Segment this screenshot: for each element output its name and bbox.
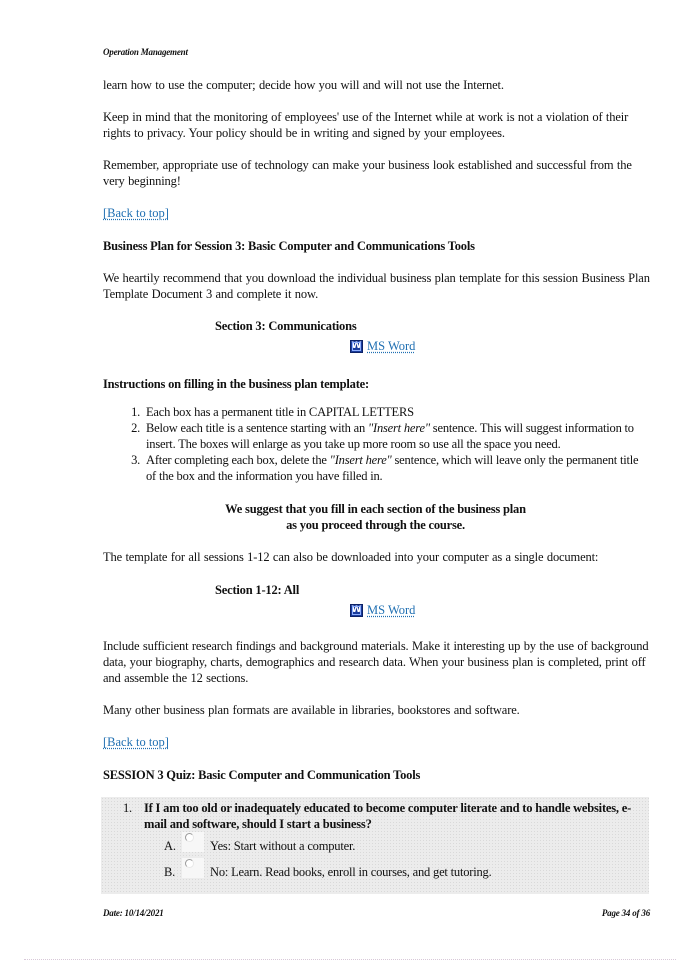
quiz-question-number: 1. [123, 801, 132, 815]
ms-word-link-label[interactable]: MS Word [367, 339, 416, 353]
radio-cell [182, 832, 204, 852]
paragraph-internet-use: learn how to use the computer; decide how you will and will not use the Internet. [103, 78, 504, 92]
instruction-item-2: 2. Below each title is a sentence starting with an "Insert here" sentence. This will suggest information to insert. The boxes will enlarge as you take up more room so use all the space you need. [143, 420, 648, 452]
option-label[interactable]: Yes: Start without a computer. [210, 839, 356, 853]
heading-business-plan: Business Plan for Session 3: Basic Computer and Communications Tools [103, 239, 475, 253]
back-to-top-link-text[interactable]: [Back to top] [103, 206, 169, 220]
instruction-item-3: 3. After completing each box, delete the "Insert here" sentence, which will leave only the permanent title of the box and the information you have filled in. [143, 452, 648, 484]
option-letter: B. [164, 865, 176, 879]
instructions-list [103, 404, 648, 484]
radio-button-option-a[interactable] [185, 833, 194, 842]
quiz-question-text: If I am too old or inadequately educated to become computer literate and to handle websites, e-mail and software, should I start a business? [144, 801, 632, 831]
radio-button-option-b[interactable] [185, 859, 194, 868]
paragraph-privacy: Keep in mind that the monitoring of employees' use of the Internet while at work is not a violation of their rights to privacy. Your policy should be in writing and signed by your employees. [103, 110, 629, 140]
ms-word-icon: W [351, 604, 362, 615]
quiz-option-b[interactable] [164, 858, 492, 880]
option-label[interactable]: No: Learn. Read books, enroll in courses, and get tutoring. [210, 865, 492, 879]
back-to-top-link-1[interactable] [103, 205, 169, 221]
suggestion-line-2: as you proceed through the course. [286, 518, 465, 532]
ms-word-download-link-all[interactable] [350, 602, 415, 618]
suggestion-line-1: We suggest that you fill in each section of the business plan [225, 502, 526, 516]
instruction-item-1: 1. Each box has a permanent title in CAPITAL LETTERS [143, 404, 648, 420]
paragraph-technology: Remember, appropriate use of technology can make your business look established and successful from the very beginning! [103, 158, 632, 188]
download-section-label-all: Section 1-12: All [215, 583, 300, 597]
back-to-top-link-2[interactable] [103, 734, 169, 750]
footer-page-number: Page 34 of 36 [601, 908, 650, 918]
ms-word-icon: W [351, 340, 362, 351]
radio-cell [182, 858, 204, 878]
paragraph-formats: Many other business plan formats are available in libraries, bookstores and software. [103, 703, 520, 717]
back-to-top-link-text[interactable]: [Back to top] [103, 735, 169, 749]
heading-quiz: SESSION 3 Quiz: Basic Computer and Communication Tools [103, 768, 421, 782]
paragraph-recommendation: We heartily recommend that you download the individual business plan template for this session Business Plan Template Document 3 and complete it now. [103, 271, 650, 301]
footer-date: Date: 10/14/2021 [103, 908, 164, 918]
paragraph-research: Include sufficient research findings and background materials. Make it interesting up by the use of background data, your biography, charts, demographics and research data. When your business plan is completed, print off and assemble the 12 sections. [103, 639, 649, 685]
quiz-question-1 [123, 800, 643, 832]
ms-word-link-label[interactable]: MS Word [367, 603, 416, 617]
quiz-option-a[interactable] [164, 832, 355, 854]
download-section-label-3: Section 3: Communications [215, 319, 357, 333]
running-header: Operation Management [103, 47, 188, 57]
ms-word-download-link-3[interactable] [350, 338, 415, 354]
heading-instructions: Instructions on filling in the business plan template: [103, 377, 369, 391]
option-letter: A. [164, 839, 176, 853]
quiz-box [101, 797, 649, 894]
paragraph-all-sessions: The template for all sessions 1-12 can also be downloaded into your computer as a single document: [103, 550, 599, 564]
